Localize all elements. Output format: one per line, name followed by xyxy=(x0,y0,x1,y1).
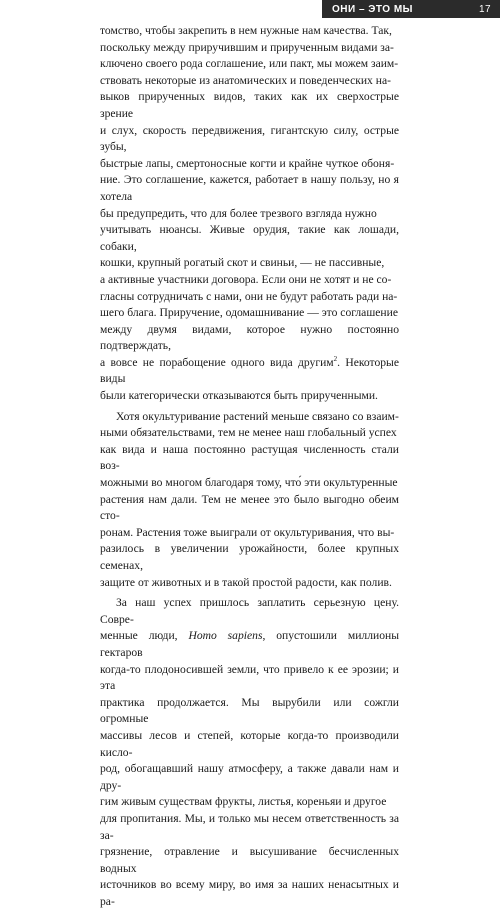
paragraph-2: Хотя окультуривание растений меньше связано со взаим- ными обязательствами, тем не менее наш глобальный успех как вида и наша постоянно растущая численность стали воз- можными во многом благодаря тому, что́ эти окультуренные растения нам дали. Тем не менее это было выгодно обеим сто- ронам. Растения тоже выиграли от окультуривания, что вы- разилось в увеличении урожайности, более крупных семенах, защите от животных и в такой простой радости, как полив. xyxy=(100,409,399,589)
paragraph-3 xyxy=(100,595,399,910)
paragraph-3-start: За наш успех пришлось заплатить серьезную цену. Совре- менные люди, xyxy=(100,596,399,643)
running-title: ОНИ – ЭТО МЫ xyxy=(332,3,413,15)
paragraph-1 xyxy=(100,23,399,405)
paragraph-1-tail: . Некоторые виды были категорически отказываются быть прирученными. xyxy=(100,355,399,403)
body-text xyxy=(100,23,399,910)
paragraph-3-end: , опустошили миллионы гектаров когда-то плодоносившей земли, что привело к ее эрозии; и эта практика продолжается. Мы вырубили или сожгли огромные массивы лесов и степей, которые когда-то производили кисло- род, обогащавший нашу атмосферу, а также давали нам и дру- гим живым существам фрукты, листья, кореньяи и другое для пропитания. Мы, и только мы несем ответственность за за- грязнение, отравление и высушивание бесчисленных водных источников во всему миру, во имя за наших ненасытных и ра- xyxy=(100,629,399,908)
running-header xyxy=(322,0,500,18)
page-number: 17 xyxy=(478,3,492,15)
species-name: Homo sapiens xyxy=(188,629,263,643)
paragraph-1-text: томство, чтобы закрепить в нем нужные нам качества. Так, поскольку между приручившим и прирученным видами за- ключено своего рода соглашение, или пакт, мы можем заим- ствовать некоторые из анатомических и поведенческих на- выков прирученных видов, таких как их сверхострые зрение и слух, скорость передвижения, гигантскую силу, острые зубы, быстрые лапы, смертоносные когти и крайне чуткое обоня- ние. Это соглашение, кажется, работает в нашу пользу, но я хотела бы предупредить, что для более трезвого взгляда нужно учитывать нюансы. Живые орудия, такие как лошади, собаки, кошки, крупный рогатый скот и свиньи, — не пассивные, а активные участники договора. Если они не хотят и не со- гласны сотрудничать с нами, они не будут работать ради на- шего блага. Приручение, одомашнивание — это соглашение между двумя видами, которое нужно постоянно подтверждать, а вовсе не порабощение одного вида другим xyxy=(100,24,399,369)
footnote-ref: 2 xyxy=(333,355,338,364)
